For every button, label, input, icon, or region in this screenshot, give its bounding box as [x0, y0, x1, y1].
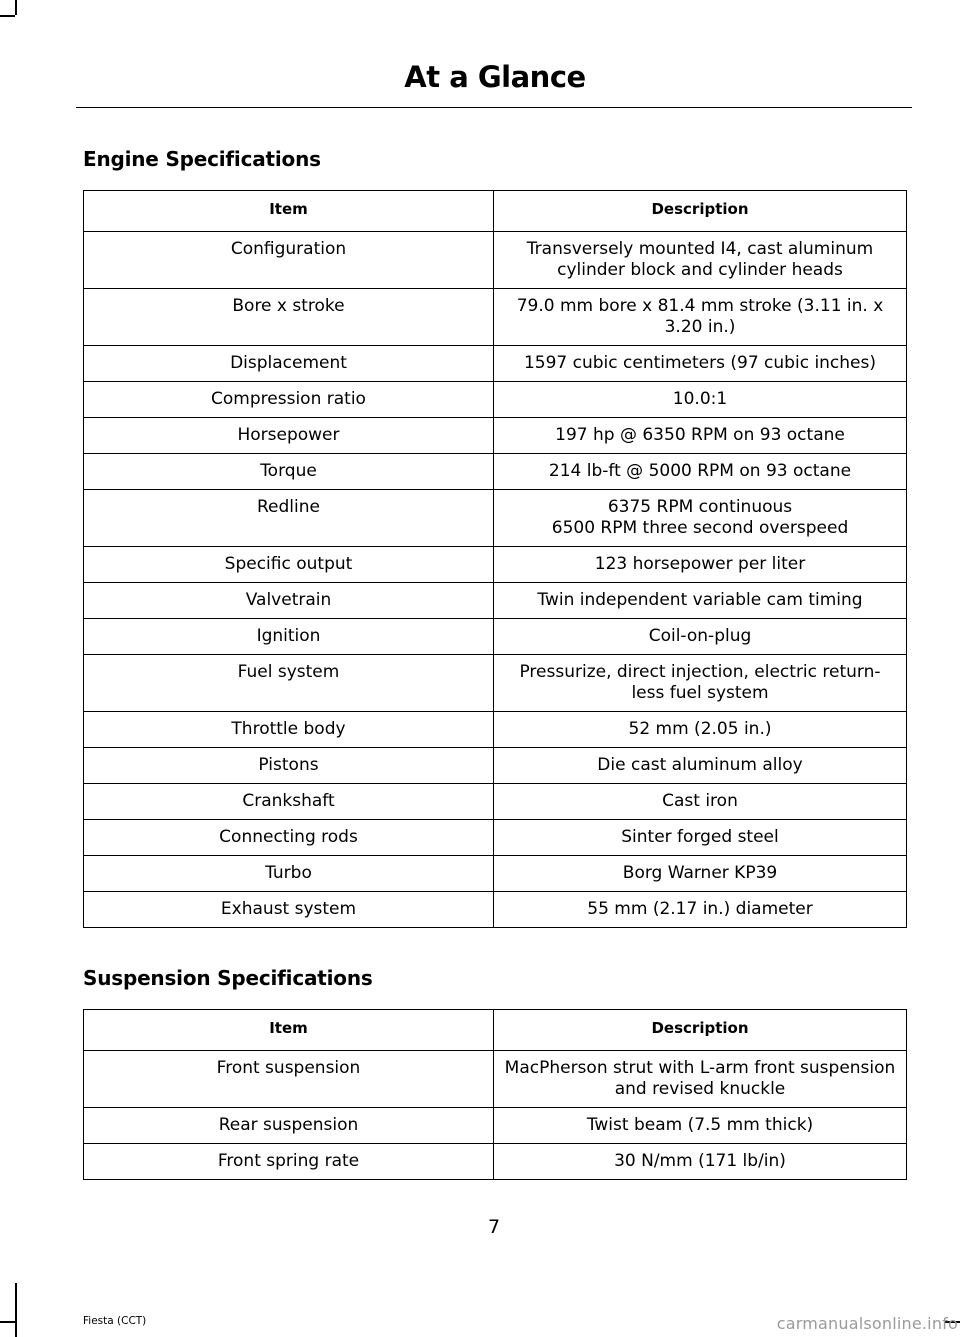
- description-cell: Twist beam (7.5 mm thick): [494, 1108, 907, 1144]
- title-divider: [76, 107, 912, 108]
- table-row: [84, 1144, 907, 1180]
- item-cell: Front spring rate: [84, 1144, 494, 1180]
- engine-specifications-table: [83, 190, 907, 928]
- table-row: [84, 748, 907, 784]
- table-row: [84, 547, 907, 583]
- description-cell: Coil-on-plug: [494, 619, 907, 655]
- description-cell: Pressurize, direct injection, electric return-less fuel system: [494, 655, 907, 712]
- table-row: [84, 856, 907, 892]
- suspension-specifications-heading: Suspension Specifications: [83, 966, 373, 990]
- description-cell: Borg Warner KP39: [494, 856, 907, 892]
- item-cell: Fuel system: [84, 655, 494, 712]
- engine-specifications-heading: Engine Specifications: [83, 147, 321, 171]
- description-cell: MacPherson strut with L-arm front suspension and revised knuckle: [494, 1051, 907, 1108]
- table-row: [84, 232, 907, 289]
- item-cell: Exhaust system: [84, 892, 494, 928]
- model-label: Fiesta (CCT): [83, 1315, 147, 1327]
- item-cell: Horsepower: [84, 418, 494, 454]
- description-cell: 55 mm (2.17 in.) diameter: [494, 892, 907, 928]
- item-cell: Front suspension: [84, 1051, 494, 1108]
- page-number: 7: [487, 1216, 501, 1238]
- item-cell: Configuration: [84, 232, 494, 289]
- column-header-item: Item: [84, 191, 494, 232]
- description-cell: 214 lb-ft @ 5000 RPM on 93 octane: [494, 454, 907, 490]
- watermark: carmanualsonline.info: [776, 1314, 958, 1333]
- item-cell: Redline: [84, 490, 494, 547]
- table-row: [84, 1051, 907, 1108]
- table-row: [84, 619, 907, 655]
- item-cell: Torque: [84, 454, 494, 490]
- crop-mark: [0, 15, 15, 17]
- table-header-row: [84, 191, 907, 232]
- table-row: [84, 346, 907, 382]
- description-cell: Sinter forged steel: [494, 820, 907, 856]
- item-cell: Compression ratio: [84, 382, 494, 418]
- description-cell: 52 mm (2.05 in.): [494, 712, 907, 748]
- item-cell: Throttle body: [84, 712, 494, 748]
- item-cell: Pistons: [84, 748, 494, 784]
- table-row: [84, 655, 907, 712]
- suspension-specifications-table: [83, 1009, 907, 1180]
- item-cell: Specific output: [84, 547, 494, 583]
- table-row: [84, 289, 907, 346]
- description-cell: Die cast aluminum alloy: [494, 748, 907, 784]
- description-cell: 79.0 mm bore x 81.4 mm stroke (3.11 in. x 3.20 in.): [494, 289, 907, 346]
- crop-mark: [15, 1283, 17, 1337]
- item-cell: Valvetrain: [84, 583, 494, 619]
- table-row: [84, 892, 907, 928]
- item-cell: Crankshaft: [84, 784, 494, 820]
- description-cell: Cast iron: [494, 784, 907, 820]
- table-row: [84, 490, 907, 547]
- table-row: [84, 454, 907, 490]
- item-cell: Ignition: [84, 619, 494, 655]
- description-cell: 10.0:1: [494, 382, 907, 418]
- description-cell: Transversely mounted I4, cast aluminum cylinder block and cylinder heads: [494, 232, 907, 289]
- column-header-description: Description: [494, 1010, 907, 1051]
- table-row: [84, 820, 907, 856]
- description-cell: 1597 cubic centimeters (97 cubic inches): [494, 346, 907, 382]
- item-cell: Turbo: [84, 856, 494, 892]
- table-row: [84, 1108, 907, 1144]
- table-row: [84, 382, 907, 418]
- item-cell: Rear suspension: [84, 1108, 494, 1144]
- page-title: At a Glance: [404, 60, 586, 94]
- crop-mark: [15, 0, 17, 15]
- item-cell: Displacement: [84, 346, 494, 382]
- description-cell: 123 horsepower per liter: [494, 547, 907, 583]
- crop-mark: [0, 1321, 15, 1323]
- table-row: [84, 784, 907, 820]
- item-cell: Bore x stroke: [84, 289, 494, 346]
- table-row: [84, 418, 907, 454]
- table-header-row: [84, 1010, 907, 1051]
- table-row: [84, 712, 907, 748]
- item-cell: Connecting rods: [84, 820, 494, 856]
- column-header-item: Item: [84, 1010, 494, 1051]
- column-header-description: Description: [494, 191, 907, 232]
- description-cell: Twin independent variable cam timing: [494, 583, 907, 619]
- description-cell: 30 N/mm (171 lb/in): [494, 1144, 907, 1180]
- table-row: [84, 583, 907, 619]
- description-cell: 6375 RPM continuous 6500 RPM three second overspeed: [494, 490, 907, 547]
- description-cell: 197 hp @ 6350 RPM on 93 octane: [494, 418, 907, 454]
